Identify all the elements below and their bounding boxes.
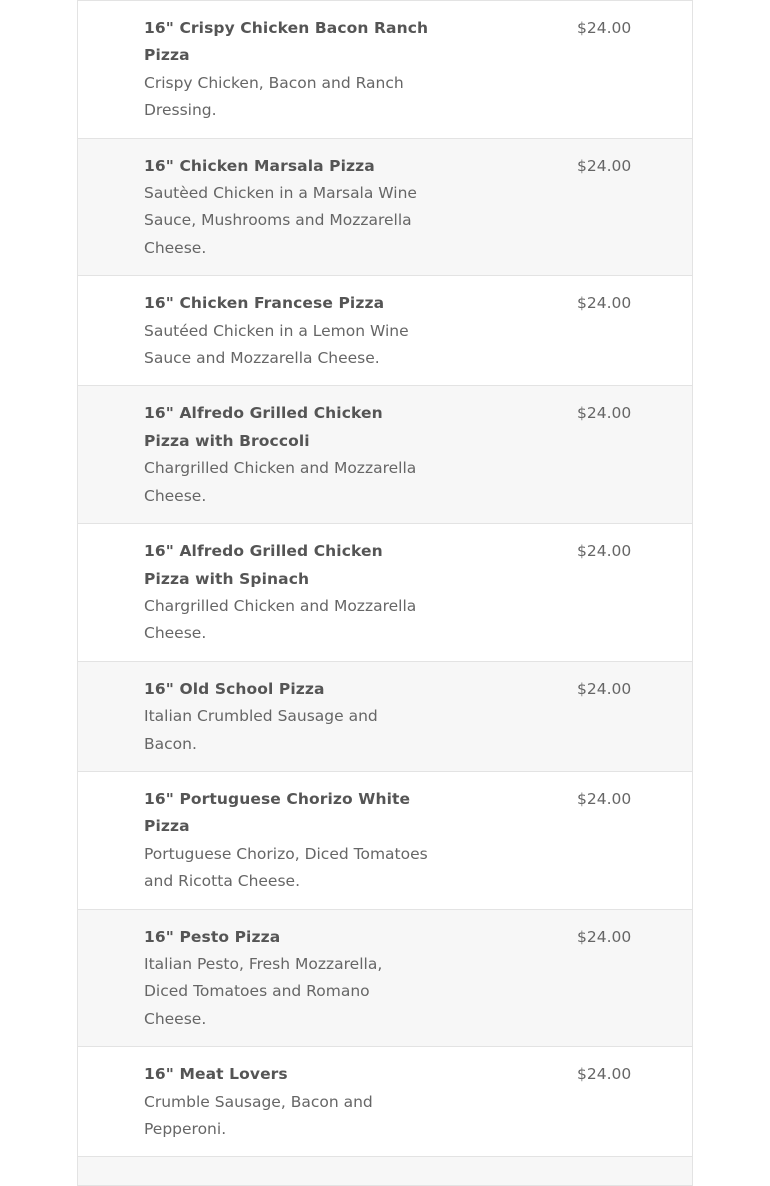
menu-item[interactable] [78, 524, 692, 662]
menu-item[interactable] [78, 1, 692, 139]
menu-item-text [144, 400, 429, 510]
menu-item-name: 16" Portuguese Chorizo White Pizza [144, 789, 411, 836]
menu-item[interactable] [78, 910, 692, 1048]
menu-item-text [144, 15, 429, 125]
menu-item-price: $24.00 [577, 1065, 632, 1084]
menu-item-name: 16" Alfredo Grilled Chicken Pizza with Broccoli [144, 404, 383, 450]
menu-item-price: $24.00 [577, 156, 632, 175]
menu-item[interactable] [78, 386, 692, 524]
menu-item-text [144, 924, 429, 1034]
menu-item[interactable] [78, 662, 692, 772]
menu-item[interactable] [78, 1047, 692, 1157]
menu-item-description: Sautéed Chicken in a Lemon Wine Sauce and Mozzarella Cheese. [144, 321, 409, 368]
menu-item-description: Chargrilled Chicken and Mozzarella Cheese. [144, 459, 417, 505]
menu-item[interactable] [78, 276, 692, 386]
menu-item-description: Sautèed Chicken in a Marsala Wine Sauce, Mushrooms and Mozzarella Cheese. [144, 184, 417, 257]
menu-item-text [144, 538, 429, 648]
menu-item-text [144, 153, 429, 263]
menu-item-price: $24.00 [577, 679, 632, 698]
menu-item-name: 16" Chicken Francese Pizza [144, 294, 385, 313]
menu-item-description: Chargrilled Chicken and Mozzarella Cheese. [144, 596, 417, 643]
menu-item-text [144, 676, 429, 758]
menu-item-description: Italian Crumbled Sausage and Bacon. [144, 707, 378, 753]
menu-item-name: 16" Old School Pizza [144, 679, 325, 698]
menu-item-text [144, 290, 429, 372]
menu-item-price: $24.00 [577, 404, 632, 423]
menu-item-price: $24.00 [577, 542, 632, 561]
menu-item-partial[interactable] [78, 1157, 692, 1186]
menu-item-description: Crispy Chicken, Bacon and Ranch Dressing. [144, 73, 404, 120]
menu-item[interactable] [78, 772, 692, 910]
menu-item-text [144, 786, 429, 896]
menu-item[interactable] [78, 139, 692, 277]
menu-item-price: $24.00 [577, 294, 632, 313]
menu-item-description: Crumble Sausage, Bacon and Pepperoni. [144, 1092, 373, 1138]
menu-item-description: Portuguese Chorizo, Diced Tomatoes and Ricotta Cheese. [144, 844, 428, 891]
menu-item-price: $24.00 [577, 19, 632, 37]
menu-item-name: 16" Meat Lovers [144, 1065, 288, 1084]
menu-item-name: 16" Chicken Marsala Pizza [144, 156, 375, 175]
menu-item-price: $24.00 [577, 927, 632, 946]
menu-item-text [144, 1061, 429, 1143]
menu-item-name: 16" Crispy Chicken Bacon Ranch Pizza [144, 19, 429, 65]
menu-item-price: $24.00 [577, 789, 632, 808]
menu-item-name: 16" Pesto Pizza [144, 927, 281, 946]
menu-list [77, 0, 693, 1186]
menu-item-description: Italian Pesto, Fresh Mozzarella, Diced Tomatoes and Romano Cheese. [144, 954, 383, 1028]
menu-item-name: 16" Alfredo Grilled Chicken Pizza with Spinach [144, 542, 383, 588]
